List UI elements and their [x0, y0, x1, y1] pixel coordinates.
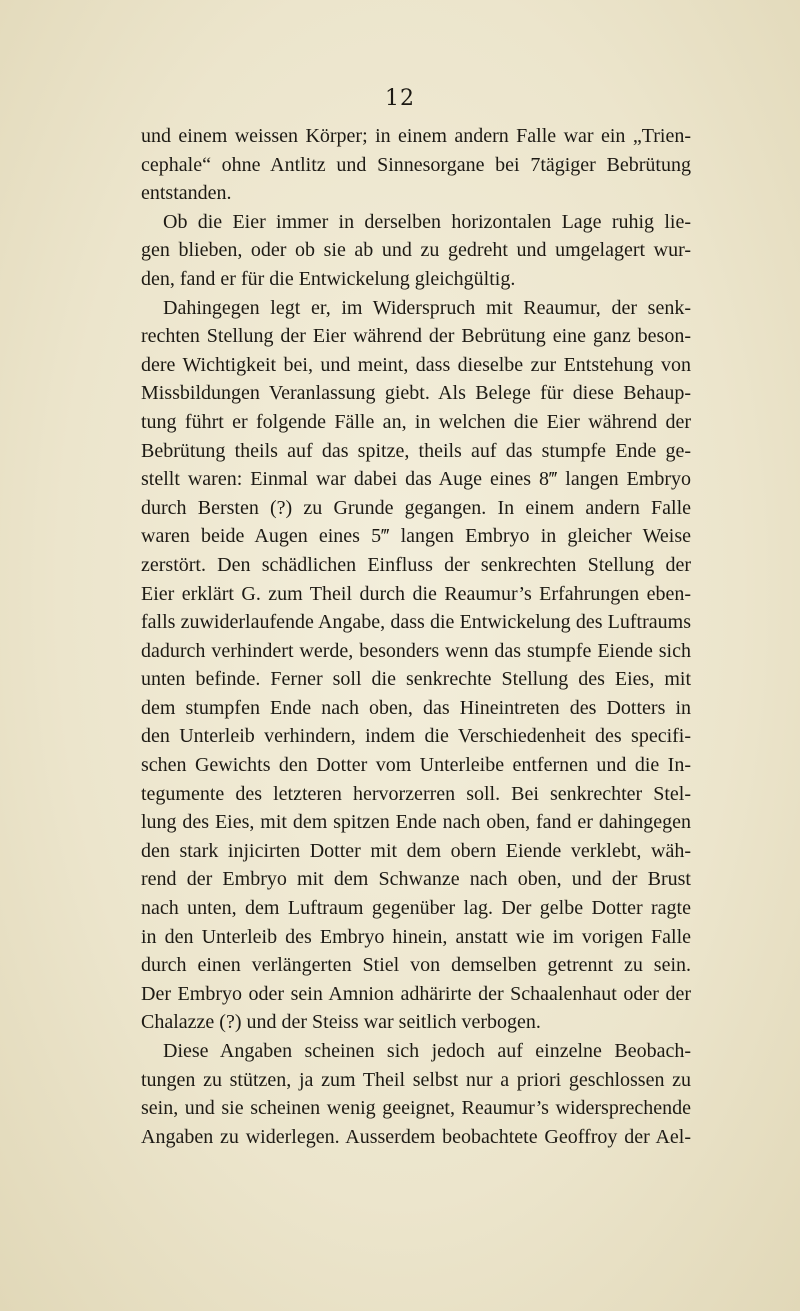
text-line: zerstört. Den schädlichen Einfluss der senkrechten Stellung der: [141, 553, 691, 576]
text-line: nach unten, dem Luftraum gegenüber lag. Der gelbe Dotter ragte: [141, 897, 691, 920]
text-line: und einem weissen Körper; in einem andern Falle war ein „Trien-: [141, 125, 691, 147]
text-line: tegumente des letzteren hervorzerren soll. Bei senkrechter Stel-: [141, 782, 691, 805]
text-line: tung führt er folgende Fälle an, in welchen die Eier während der: [141, 410, 691, 433]
text-line: Dahingegen legt er, im Widerspruch mit Reaumur, der senk-: [163, 296, 691, 319]
text-line: Ob die Eier immer in derselben horizontalen Lage ruhig lie-: [163, 210, 691, 233]
text-line: durch Bersten (?) zu Grunde gegangen. In einem andern Falle: [141, 496, 691, 519]
text-line: gen blieben, oder ob sie ab und zu gedreht und umgelagert wur-: [141, 239, 691, 262]
text-line: cephale“ ohne Antlitz und Sinnesorgane bei 7tägiger Bebrütung: [141, 153, 691, 176]
text-line: Der Embryo oder sein Amnion adhärirte der Schaalenhaut oder der: [141, 982, 691, 1005]
text-line: Angaben zu widerlegen. Ausserdem beobachtete Geoffroy der Ael-: [141, 1125, 691, 1148]
body-text: [141, 122, 691, 1151]
text-line: Eier erklärt G. zum Theil durch die Reaumur’s Erfahrungen eben-: [141, 582, 691, 605]
text-line: sein, und sie scheinen wenig geeignet, Reaumur’s widersprechende: [141, 1097, 691, 1120]
text-line: rend der Embryo mit dem Schwanze nach oben, und der Brust: [141, 868, 691, 891]
text-line: den Unterleib verhindern, indem die Verschiedenheit des specifi-: [141, 725, 691, 748]
text-line: stellt waren: Einmal war dabei das Auge eines 8‴ langen Embryo: [141, 468, 691, 491]
text-line: den stark injicirten Dotter mit dem obern Eiende verklebt, wäh-: [141, 839, 691, 862]
text-line: falls zuwiderlaufende Angabe, dass die Entwickelung des Luftraums: [141, 611, 691, 634]
text-line: tungen zu stützen, ja zum Theil selbst nur a priori geschlossen zu: [141, 1068, 691, 1091]
text-line: entstanden.: [141, 182, 232, 205]
text-line: rechten Stellung der Eier während der Bebrütung eine ganz beson-: [141, 325, 691, 348]
text-line: Diese Angaben scheinen sich jedoch auf einzelne Beobach-: [163, 1040, 691, 1062]
text-line: schen Gewichts den Dotter vom Unterleibe entfernen und die In-: [141, 754, 691, 777]
text-line: dadurch verhindert werde, besonders wenn das stumpfe Eiende sich: [141, 639, 691, 662]
text-line: in den Unterleib des Embryo hinein, anstatt wie im vorigen Falle: [141, 925, 691, 948]
page-number: 12: [385, 86, 415, 111]
text-line: lung des Eies, mit dem spitzen Ende nach oben, fand er dahingegen: [141, 811, 691, 834]
text-line: waren beide Augen eines 5‴ langen Embryo in gleicher Weise: [141, 525, 691, 548]
text-line: unten befinde. Ferner soll die senkrechte Stellung des Eies, mit: [141, 668, 691, 691]
text-line: Missbildungen Veranlassung giebt. Als Belege für diese Behaup-: [141, 382, 691, 405]
text-line: Chalazze (?) und der Steiss war seitlich verbogen.: [141, 1011, 541, 1034]
text-line: den, fand er für die Entwickelung gleichgültig.: [141, 267, 516, 290]
text-line: durch einen verlängerten Stiel von demselben getrennt zu sein.: [141, 954, 691, 977]
text-line: dere Wichtigkeit bei, und meint, dass dieselbe zur Entstehung von: [141, 353, 691, 376]
text-line: Bebrütung theils auf das spitze, theils auf das stumpfe Ende ge-: [141, 439, 691, 462]
text-line: dem stumpfen Ende nach oben, das Hineintreten des Dotters in: [141, 696, 691, 719]
